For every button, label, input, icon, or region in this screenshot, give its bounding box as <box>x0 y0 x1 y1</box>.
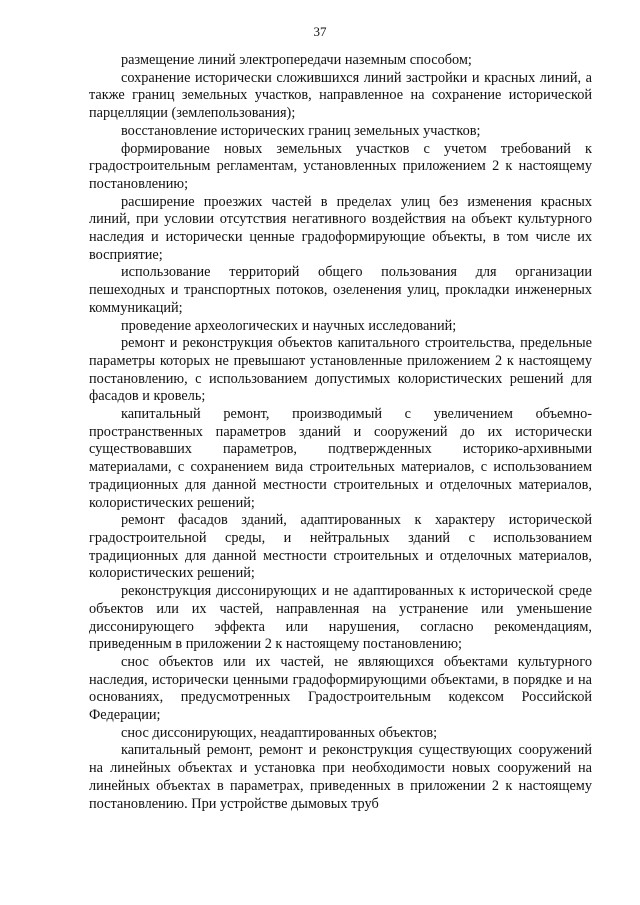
paragraph: сохранение исторически сложившихся линий застройки и красных линий, а также границ земельных участков, направленное на сохранение исторической парцелляции (землепользования); <box>89 69 592 122</box>
paragraph: реконструкция диссонирующих и не адаптированных к исторической среде объектов или их частей, направленная на устранение или уменьшение диссонирующего эффекта или нарушения, согласно рекомендациям, приведенным в приложении 2 к настоящему постановлению; <box>89 583 592 653</box>
paragraph: капитальный ремонт, ремонт и реконструкция существующих сооружений на линейных объектах и установка при необходимости новых сооружений на линейных объектах в параметрах, приведенных в приложении 2 к настоящему постановлению. При устройстве дымовых труб <box>89 742 592 812</box>
paragraph: капитальный ремонт, производимый с увеличением объемно-пространственных параметров зданий и сооружений до их исторически существовавших параметров, подтвержденных историко-архивными материалами, с сохранением вида строительных материалов, с использованием традиционных для данной местности строительных и отделочных материалов, колористических решений; <box>89 406 592 511</box>
paragraph: снос объектов или их частей, не являющихся объектами культурного наследия, исторически ценными градоформирующими объектами, в порядке и на основаниях, предусмотренных Градостроительным кодексом Российской Федерации; <box>89 653 592 724</box>
paragraph: снос диссонирующих, неадаптированных объектов; <box>121 724 438 741</box>
paragraph: восстановление исторических границ земельных участков; <box>121 122 481 139</box>
paragraph: проведение археологических и научных исследований; <box>121 317 457 334</box>
page-number: 37 <box>313 24 327 39</box>
paragraph: ремонт фасадов зданий, адаптированных к характеру исторической градостроительной среды, и нейтральных зданий с использованием традиционных для данной местности строительных и отделочных материалов, колористических решений; <box>89 512 592 582</box>
paragraph: размещение линий электропередачи наземным способом; <box>121 52 472 68</box>
paragraph: ремонт и реконструкция объектов капитального строительства, предельные параметры которых не превышают установленные приложением 2 к настоящему постановлению, с использованием допустимых колористических решений для фасадов и кровель; <box>89 335 592 405</box>
paragraph: формирование новых земельных участков с учетом требований к градостроительным регламентам, установленных приложением 2 к настоящему постановлению; <box>89 140 592 192</box>
paragraph: использование территорий общего пользования для организации пешеходных и транспортных потоков, озеленения улиц, прокладки инженерных коммуникаций; <box>89 264 592 316</box>
paragraph: расширение проезжих частей в пределах улиц без изменения красных линий, при условии отсутствия негативного воздействия на объект культурного наследия и исторически ценные градоформирующие объекты, в том числе их восприятие; <box>89 193 592 263</box>
page-body <box>89 52 592 813</box>
